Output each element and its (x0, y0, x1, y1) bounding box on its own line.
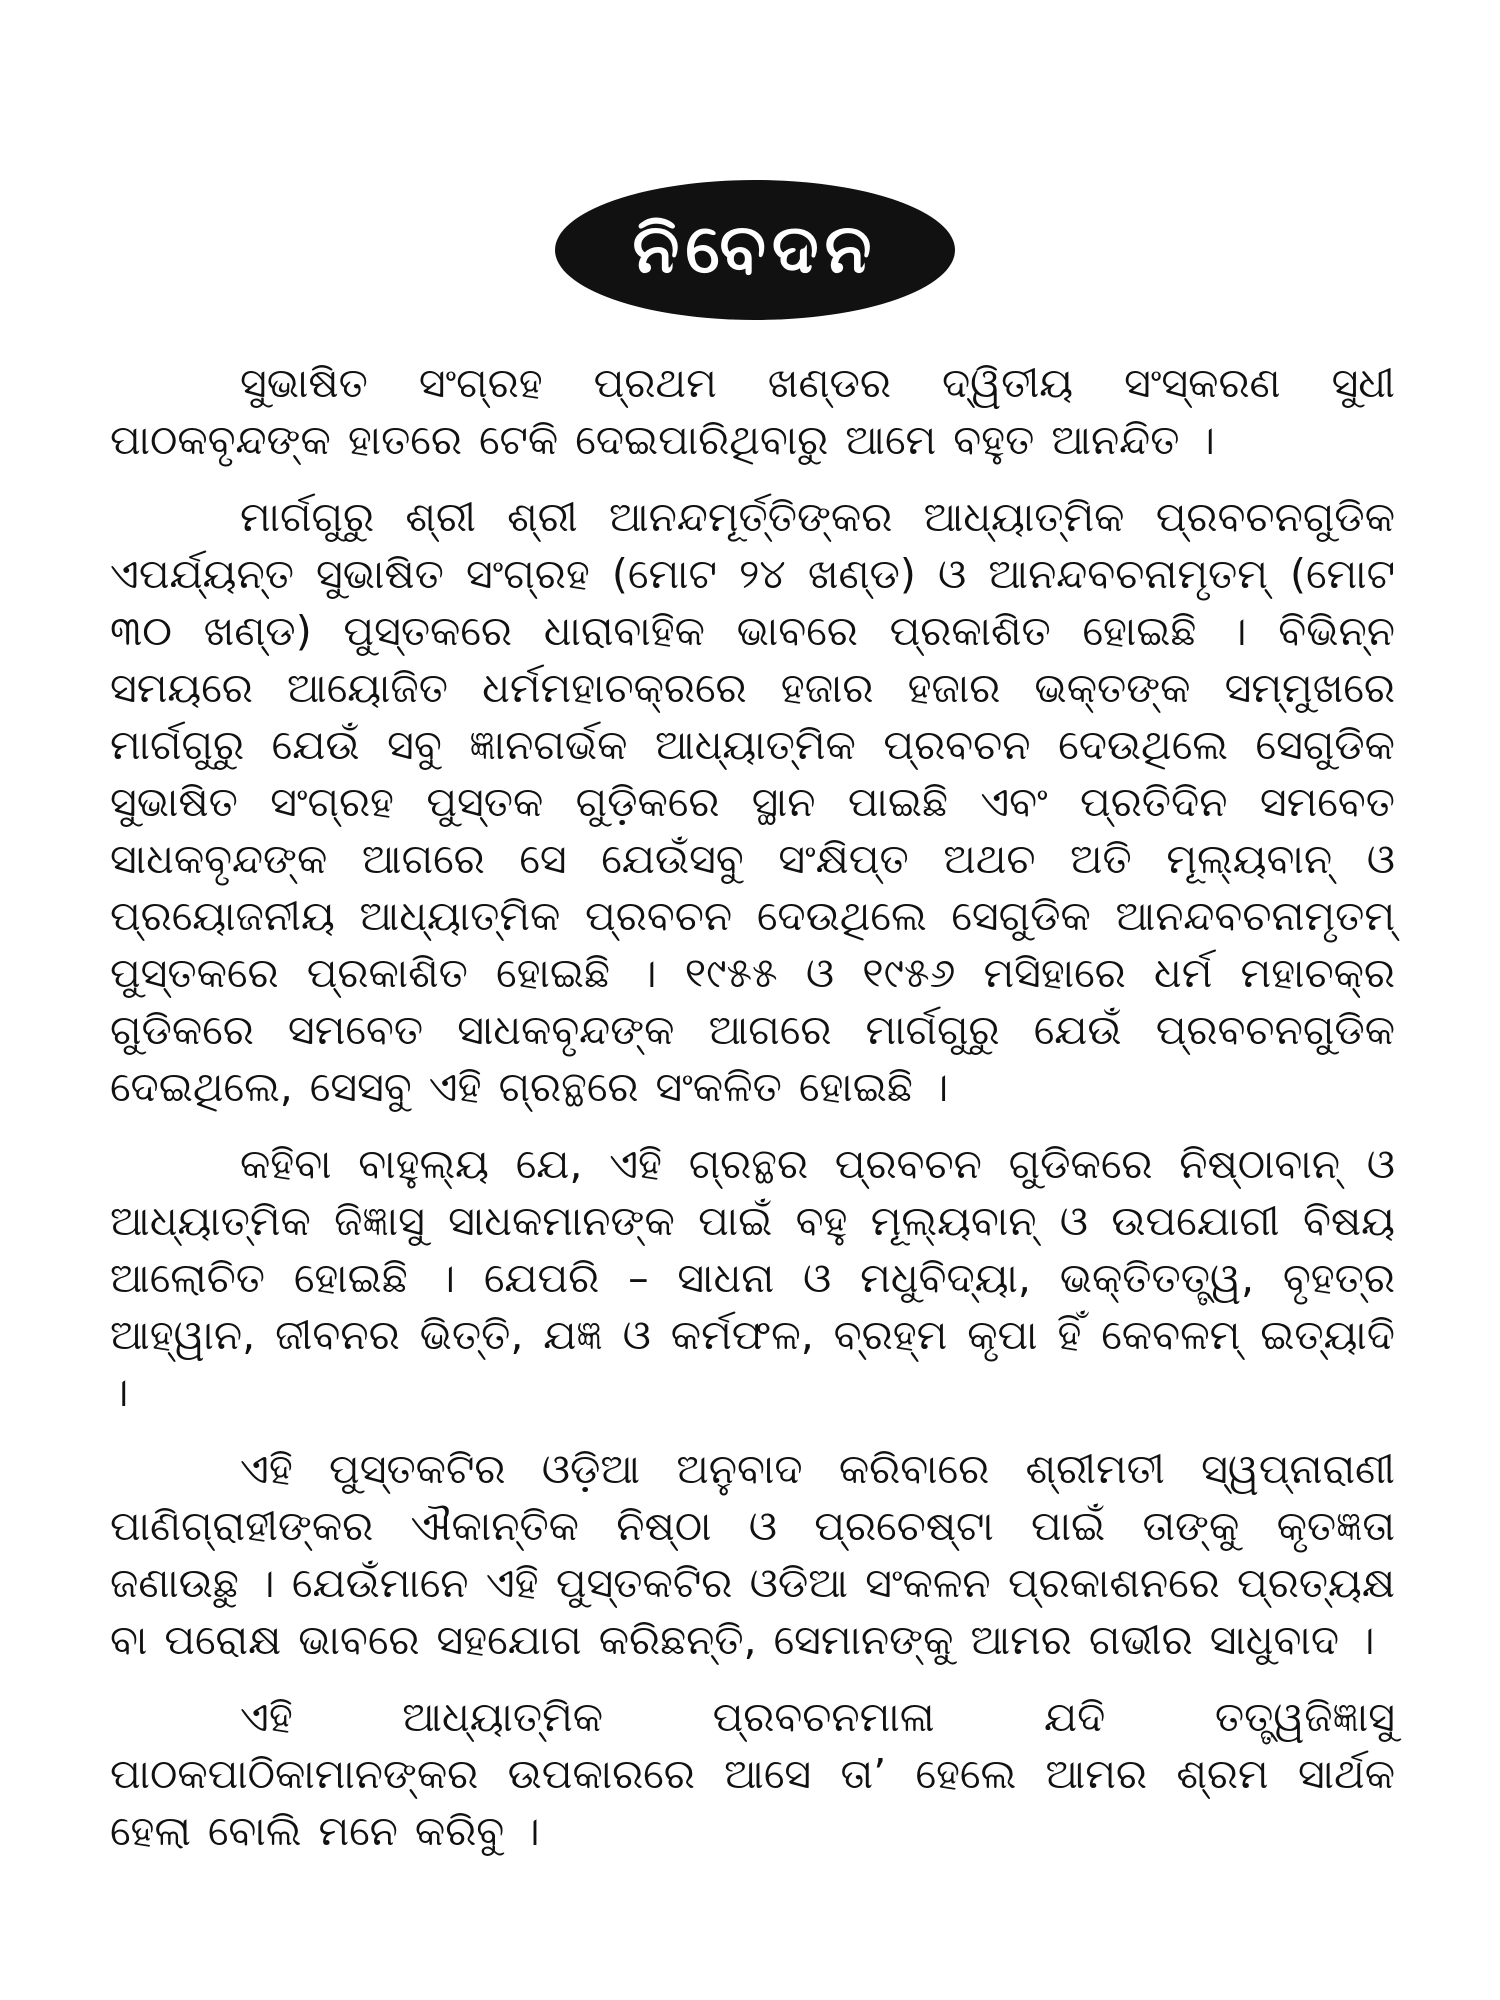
paragraph-5: ଏହି ଆଧ୍ୟାତ୍ମିକ ପ୍ରବଚନମାଳା ଯଦି ତତ୍ତ୍ୱଜିଜ୍ଞାସୁ ପାଠକପାଠିକାମାନଙ୍କର ଉପକାରରେ ଆସେ ତା’ ହେଲେ ଆମର ଶ୍ରମ ସାର୍ଥକ ହେଲା ବୋଲି ମନେ କରିବୁ । (110, 1693, 1395, 1855)
paragraph-4: ଏହି ପୁସ୍ତକଟିର ଓଡ଼ିଆ ଅନୁବାଦ କରିବାରେ ଶ୍ରୀମତୀ ସ୍ୱପ୍ନାରାଣୀ ପାଣିଗ୍ରାହୀଙ୍କର ଐକାନ୍ତିକ ନିଷ୍ଠା ଓ ପ୍ରଚେଷ୍ଟା ପାଇଁ ତାଙ୍କୁ କୃତଜ୍ଞତା ଜଣାଉଛୁ । ଯେଉଁମାନେ ଏହି ପୁସ୍ତକଟିର ଓଡିଆ ସଂକଳନ ପ୍ରକାଶନରେ ପ୍ରତ୍ୟକ୍ଷ ବା ପରୋକ୍ଷ ଭାବରେ ସହଯୋଗ କରିଛନ୍ତି, ସେମାନଙ୍କୁ ଆମର ଗଭୀର ସାଧୁବାଦ । (110, 1445, 1395, 1664)
paragraph-2: ମାର୍ଗଗୁରୁ ଶ୍ରୀ ଶ୍ରୀ ଆନନ୍ଦମୂର୍ତ୍ତିଙ୍କର ଆଧ୍ୟାତ୍ମିକ ପ୍ରବଚନଗୁଡିକ ଏପର୍ଯ୍ୟନ୍ତ ସୁଭାଷିତ ସଂଗ୍ରହ (ମୋଟ ୨୪ ଖଣ୍ଡ) ଓ ଆନନ୍ଦବଚନାମୃତମ୍ (ମୋଟ ୩୦ ଖଣ୍ଡ) ପୁସ୍ତକରେ ଧାରାବାହିକ ଭାବରେ ପ୍ରକାଶିତ ହୋଇଛି । ବିଭିନ୍ନ ସମୟରେ ଆୟୋଜିତ ଧର୍ମମହାଚକ୍ରରେ ହଜାର ହଜାର ଭକ୍ତଙ୍କ ସମ୍ମୁଖରେ ମାର୍ଗଗୁରୁ ଯେଉଁ ସବୁ ଜ୍ଞାନଗର୍ଭକ ଆଧ୍ୟାତ୍ମିକ ପ୍ରବଚନ ଦେଉଥିଲେ ସେଗୁଡିକ ସୁଭାଷିତ ସଂଗ୍ରହ ପୁସ୍ତକ ଗୁଡ଼ିକରେ ସ୍ଥାନ ପାଇଛି ଏବଂ ପ୍ରତିଦିନ ସମବେତ ସାଧକବୃନ୍ଦଙ୍କ ଆଗରେ ସେ ଯେଉଁସବୁ ସଂକ୍ଷିପ୍ତ ଅଥଚ ଅତି ମୂଲ୍ୟବାନ୍ ଓ ପ୍ରୟୋଜନୀୟ ଆଧ୍ୟାତ୍ମିକ ପ୍ରବଚନ ଦେଉଥିଲେ ସେଗୁଡିକ ଆନନ୍ଦବଚନାମୃତମ୍ ପୁସ୍ତକରେ ପ୍ରକାଶିତ ହୋଇଛି । ୧୯୫୫ ଓ ୧୯୫୬ ମସିହାରେ ଧର୍ମ ମହାଚକ୍ର ଗୁଡିକରେ ସମବେତ ସାଧକବୃନ୍ଦଙ୍କ ଆଗରେ ମାର୍ଗଗୁରୁ ଯେଉଁ ପ୍ରବଚନଗୁଡିକ ଦେଇଥିଲେ, ସେସବୁ ଏହି ଗ୍ରନ୍ଥରେ ସଂକଳିତ ହୋଇଛି । (110, 493, 1395, 1111)
page-title: ନିବେଦନ (632, 210, 878, 289)
title-badge (555, 180, 955, 320)
body-text (110, 355, 1395, 1880)
paragraph-3: କହିବା ବାହୁଲ୍ୟ ଯେ, ଏହି ଗ୍ରନ୍ଥର ପ୍ରବଚନ ଗୁଡିକରେ ନିଷ୍ଠାବାନ୍ ଓ ଆଧ୍ୟାତ୍ମିକ ଜିଜ୍ଞାସୁ ସାଧକମାନଙ୍କ ପାଇଁ ବହୁ ମୂଲ୍ୟବାନ୍ ଓ ଉପଯୋଗୀ ବିଷୟ ଆଲୋଚିତ ହୋଇଛି । ଯେପରି – ସାଧନା ଓ ମଧୁବିଦ୍ୟା, ଭକ୍ତିତତ୍ତ୍ୱ, ବୃହତ୍‌ର ଆହ୍ୱାନ, ଜୀବନର ଭିତ୍ତି, ଯଜ୍ଞ ଓ କର୍ମଫଳ, ବ୍ରହ୍ମ କୃପା ହିଁ କେବଳମ୍ ଇତ୍ୟାଦି । (110, 1140, 1395, 1416)
paragraph-1: ସୁଭାଷିତ ସଂଗ୍ରହ ପ୍ରଥମ ଖଣ୍ଡର ଦ୍ୱିତୀୟ ସଂସ୍କରଣ ସୁଧୀ ପାଠକବୃନ୍ଦଙ୍କ ହାତରେ ଟେକି ଦେଇପାରିଥିବାରୁ ଆମେ ବହୁତ ଆନନ୍ଦିତ । (110, 359, 1395, 464)
